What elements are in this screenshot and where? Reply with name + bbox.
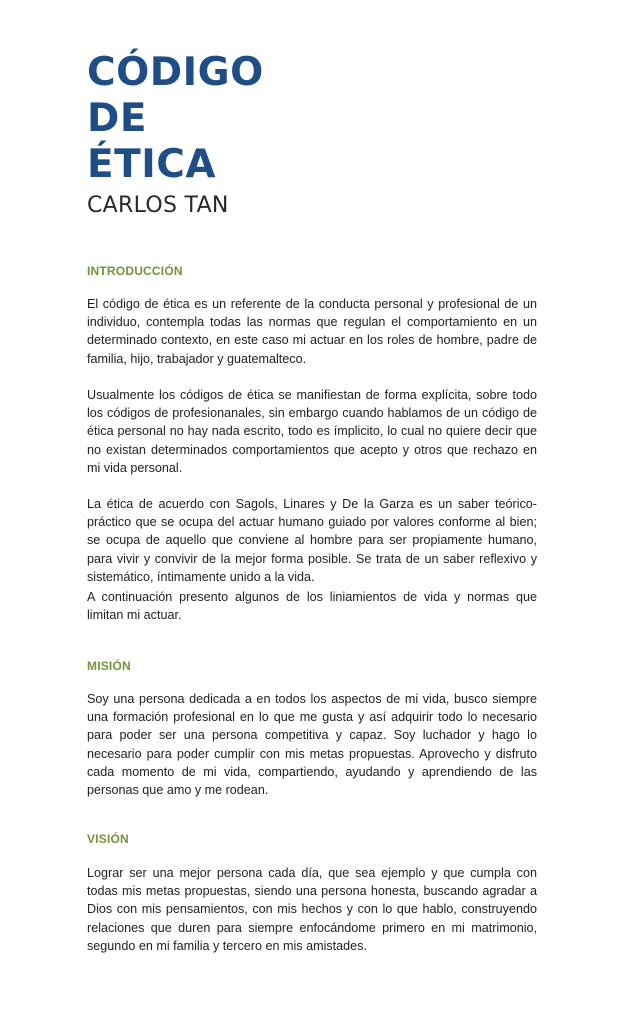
document-title: [87, 50, 264, 188]
intro-paragraph-4: A continuación presento algunos de los liniamientos de vida y normas que limitan mi actuar.: [87, 590, 537, 623]
mision-paragraph: Soy una persona dedicada a en todos los aspectos de mi vida, busco siempre una formación profesional en lo que me gusta y así adquirir todo lo necesario para poder ser una persona competitiva y capaz. Soy luchador y hago lo necesario para poder cumplir con mis metas propuestas. Aprovecho y disfruto cada momento de mi vida, compartiendo, ayudando y aprendiendo de las personas que amo y me rodean.: [87, 692, 537, 798]
intro-paragraph-2: Usualmente los códigos de ética se manifiestan de forma explícita, sobre todo los códigos de profesionanales, sin embargo cuando hablamos de un código de ética personal no hay nada escrito, todo es ímplicito, lo cual no quiere decir que no existan determinados comportamientos que acepto y otros que rechazo en mi vida personal.: [87, 388, 537, 475]
title-line-1: CÓDIGO: [87, 50, 264, 95]
title-line-3: ÉTICA: [87, 142, 217, 187]
title-line-2: DE: [87, 96, 148, 141]
heading-mision: MISIÓN: [87, 659, 131, 673]
heading-vision: VISIÓN: [87, 832, 129, 846]
intro-paragraph-1: El código de ética es un referente de la conducta personal y profesional de un individuo, contempla todas las normas que regulan el comportamiento en un determinado contexto, en este caso mi actuar en los roles de hombre, padre de familia, hijo, trabajador y guatemalteco.: [87, 297, 537, 366]
intro-paragraph-3: La ética de acuerdo con Sagols, Linares y De la Garza es un saber teórico-práctico que se ocupa del actuar humano guiado por valores conforme al bien; se ocupa de aquello que conviene al hombre para ser propiamente humano, para vivir y convivir de la mejor forma posible. Se trata de un saber reflexivo y sistemático, íntimamente unido a la vida.: [87, 497, 537, 584]
vision-paragraph: Lograr ser una mejor persona cada día, que sea ejemplo y que cumpla con todas mis metas propuestas, siendo una persona honesta, buscando agradar a Dios con mis pensamientos, con mis hechos y con lo que hablo, construyendo relaciones que duren para siempre enfocándome primero en mi matrimonio, segundo en mi familia y tercero en mis amistades.: [87, 866, 537, 953]
heading-introduccion: INTRODUCCIÓN: [87, 264, 183, 278]
author-name: CARLOS TAN: [87, 193, 229, 218]
